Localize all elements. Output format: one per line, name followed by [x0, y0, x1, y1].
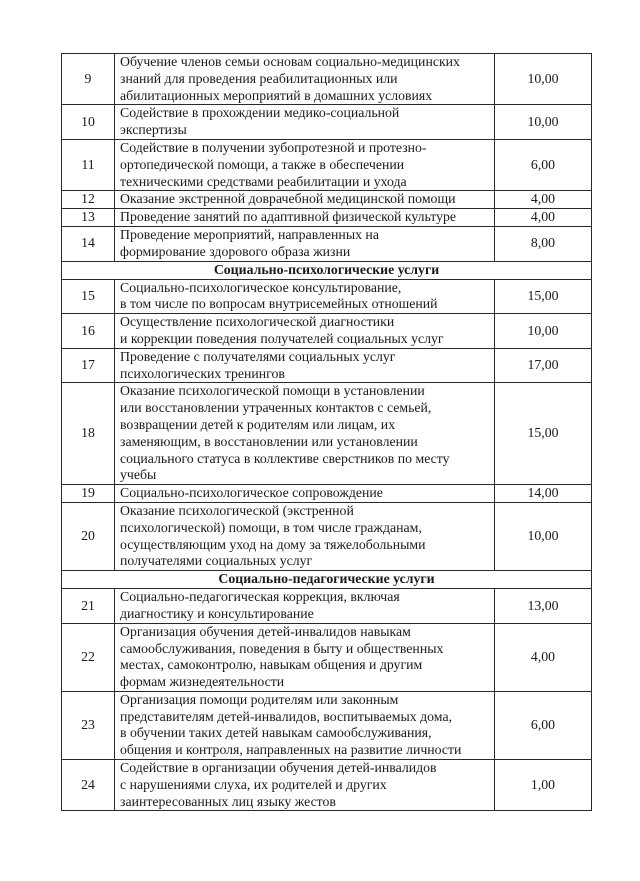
service-name-line: Содействие в организации обучения детей-инвалидов — [120, 760, 437, 776]
service-name-line: Проведение занятий по адаптивной физической культуре — [120, 209, 457, 225]
service-name — [115, 383, 495, 485]
service-name-line: Организация обучения детей-инвалидов навыкам — [120, 623, 411, 639]
table-row — [62, 502, 592, 570]
service-name-line: местах, самоконтролю, навыкам общения и другим — [120, 657, 423, 673]
service-value: 13,00 — [495, 589, 592, 624]
section-heading: Социально-психологические услуги — [62, 261, 592, 279]
table-row — [62, 348, 592, 383]
section-row — [62, 261, 592, 279]
service-name-line: общения и контроля, направленных на развитие личности — [120, 742, 462, 758]
service-name-line: ортопедической помощи, а также в обеспечении — [120, 156, 405, 172]
service-name-line: техническими средствами реабилитации и ухода — [120, 173, 407, 189]
service-name-line: Осуществление психологической диагностики — [120, 314, 395, 330]
service-name-line: Содействие в прохождении медико-социальной — [120, 105, 400, 121]
service-value: 17,00 — [495, 348, 592, 383]
service-name-line: заинтересованных лиц языку жестов — [120, 793, 336, 809]
service-name-line: осуществляющим уход на дому за тяжелобольными — [120, 536, 426, 552]
service-value: 15,00 — [495, 383, 592, 485]
service-name — [115, 191, 495, 209]
service-name-line: в том числе по вопросам внутрисемейных отношений — [120, 296, 438, 312]
service-name — [115, 348, 495, 383]
row-number: 9 — [62, 54, 115, 105]
row-number: 16 — [62, 314, 115, 349]
row-number: 15 — [62, 279, 115, 314]
table-row — [62, 54, 592, 105]
service-name-line: Содействие в получении зубопротезной и протезно- — [120, 139, 427, 155]
service-name — [115, 279, 495, 314]
service-value: 1,00 — [495, 760, 592, 811]
service-name — [115, 105, 495, 140]
row-number: 22 — [62, 623, 115, 691]
service-name-line: или восстановлении утраченных контактов с семьей, — [120, 400, 432, 416]
table-row — [62, 383, 592, 485]
service-name — [115, 226, 495, 261]
service-value: 4,00 — [495, 191, 592, 209]
table-row — [62, 760, 592, 811]
service-value: 8,00 — [495, 226, 592, 261]
service-value: 10,00 — [495, 314, 592, 349]
service-value: 6,00 — [495, 139, 592, 190]
table-row — [62, 105, 592, 140]
service-name — [115, 54, 495, 105]
table-row — [62, 191, 592, 209]
service-name-line: представителям детей-инвалидов, воспитываемых дома, — [120, 708, 453, 724]
service-value: 10,00 — [495, 502, 592, 570]
service-name-line: Социально-психологическое сопровождение — [120, 485, 383, 501]
service-name-line: Оказание экстренной доврачебной медицинской помощи — [120, 191, 456, 207]
service-name-line: возвращении детей к родителям или лицам, их — [120, 416, 396, 432]
table-row — [62, 279, 592, 314]
service-name-line: Проведение с получателями социальных услуг — [120, 348, 396, 364]
service-name-line: знаний для проведения реабилитационных или — [120, 70, 398, 86]
row-number: 24 — [62, 760, 115, 811]
section-heading: Социально-педагогические услуги — [62, 571, 592, 589]
service-name-line: Проведение мероприятий, направленных на — [120, 226, 379, 242]
service-name-line: диагностику и консультирование — [120, 605, 314, 621]
service-name-line: Социально-педагогическая коррекция, включая — [120, 589, 400, 605]
table-row — [62, 623, 592, 691]
service-value: 6,00 — [495, 691, 592, 759]
service-name-line: психологической) помощи, в том числе гражданам, — [120, 519, 422, 535]
table-row — [62, 485, 592, 503]
table-row — [62, 226, 592, 261]
services-table — [61, 53, 592, 811]
row-number: 11 — [62, 139, 115, 190]
service-name-line: получателями социальных услуг — [120, 553, 313, 569]
row-number: 19 — [62, 485, 115, 503]
service-name — [115, 502, 495, 570]
service-name-line: экспертизы — [120, 122, 187, 138]
service-name — [115, 314, 495, 349]
row-number: 10 — [62, 105, 115, 140]
service-name-line: абилитационных мероприятий в домашних условиях — [120, 87, 433, 103]
service-name — [115, 209, 495, 227]
row-number: 18 — [62, 383, 115, 485]
service-name — [115, 691, 495, 759]
service-name-line: и коррекции поведения получателей социальных услуг — [120, 330, 444, 346]
service-name — [115, 589, 495, 624]
service-name-line: формам жизнедеятельности — [120, 674, 285, 690]
service-name-line: Оказание психологической (экстренной — [120, 502, 354, 518]
service-name-line: формирование здорового образа жизни — [120, 243, 351, 259]
service-name-line: Обучение членов семьи основам социально-медицинских — [120, 54, 460, 69]
row-number: 17 — [62, 348, 115, 383]
table-row — [62, 209, 592, 227]
row-number: 12 — [62, 191, 115, 209]
service-name-line: учебы — [120, 467, 157, 483]
service-name — [115, 760, 495, 811]
row-number: 20 — [62, 502, 115, 570]
row-number: 13 — [62, 209, 115, 227]
row-number: 14 — [62, 226, 115, 261]
service-value: 15,00 — [495, 279, 592, 314]
table-row — [62, 589, 592, 624]
table-row — [62, 139, 592, 190]
service-name — [115, 623, 495, 691]
row-number: 23 — [62, 691, 115, 759]
document-page — [61, 53, 581, 811]
table-row — [62, 314, 592, 349]
service-name-line: психологических тренингов — [120, 365, 285, 381]
service-value: 4,00 — [495, 209, 592, 227]
table-row — [62, 691, 592, 759]
service-value: 10,00 — [495, 54, 592, 105]
section-row — [62, 571, 592, 589]
service-name — [115, 139, 495, 190]
service-value: 10,00 — [495, 105, 592, 140]
service-name-line: социального статуса в коллективе сверстников по месту — [120, 450, 450, 466]
service-value: 4,00 — [495, 623, 592, 691]
service-name-line: с нарушениями слуха, их родителей и других — [120, 776, 387, 792]
service-name-line: Оказание психологической помощи в установлении — [120, 383, 425, 399]
service-name-line: заменяющим, в восстановлении или установлении — [120, 433, 418, 449]
service-name-line: Социально-психологическое консультирование, — [120, 279, 402, 295]
service-name-line: в обучении таких детей навыкам самообслуживания, — [120, 725, 432, 741]
service-name-line: Организация помощи родителям или законным — [120, 691, 399, 707]
services-table-body — [62, 54, 592, 811]
service-name — [115, 485, 495, 503]
row-number: 21 — [62, 589, 115, 624]
service-value: 14,00 — [495, 485, 592, 503]
service-name-line: самообслуживания, поведения в быту и общественных — [120, 640, 444, 656]
